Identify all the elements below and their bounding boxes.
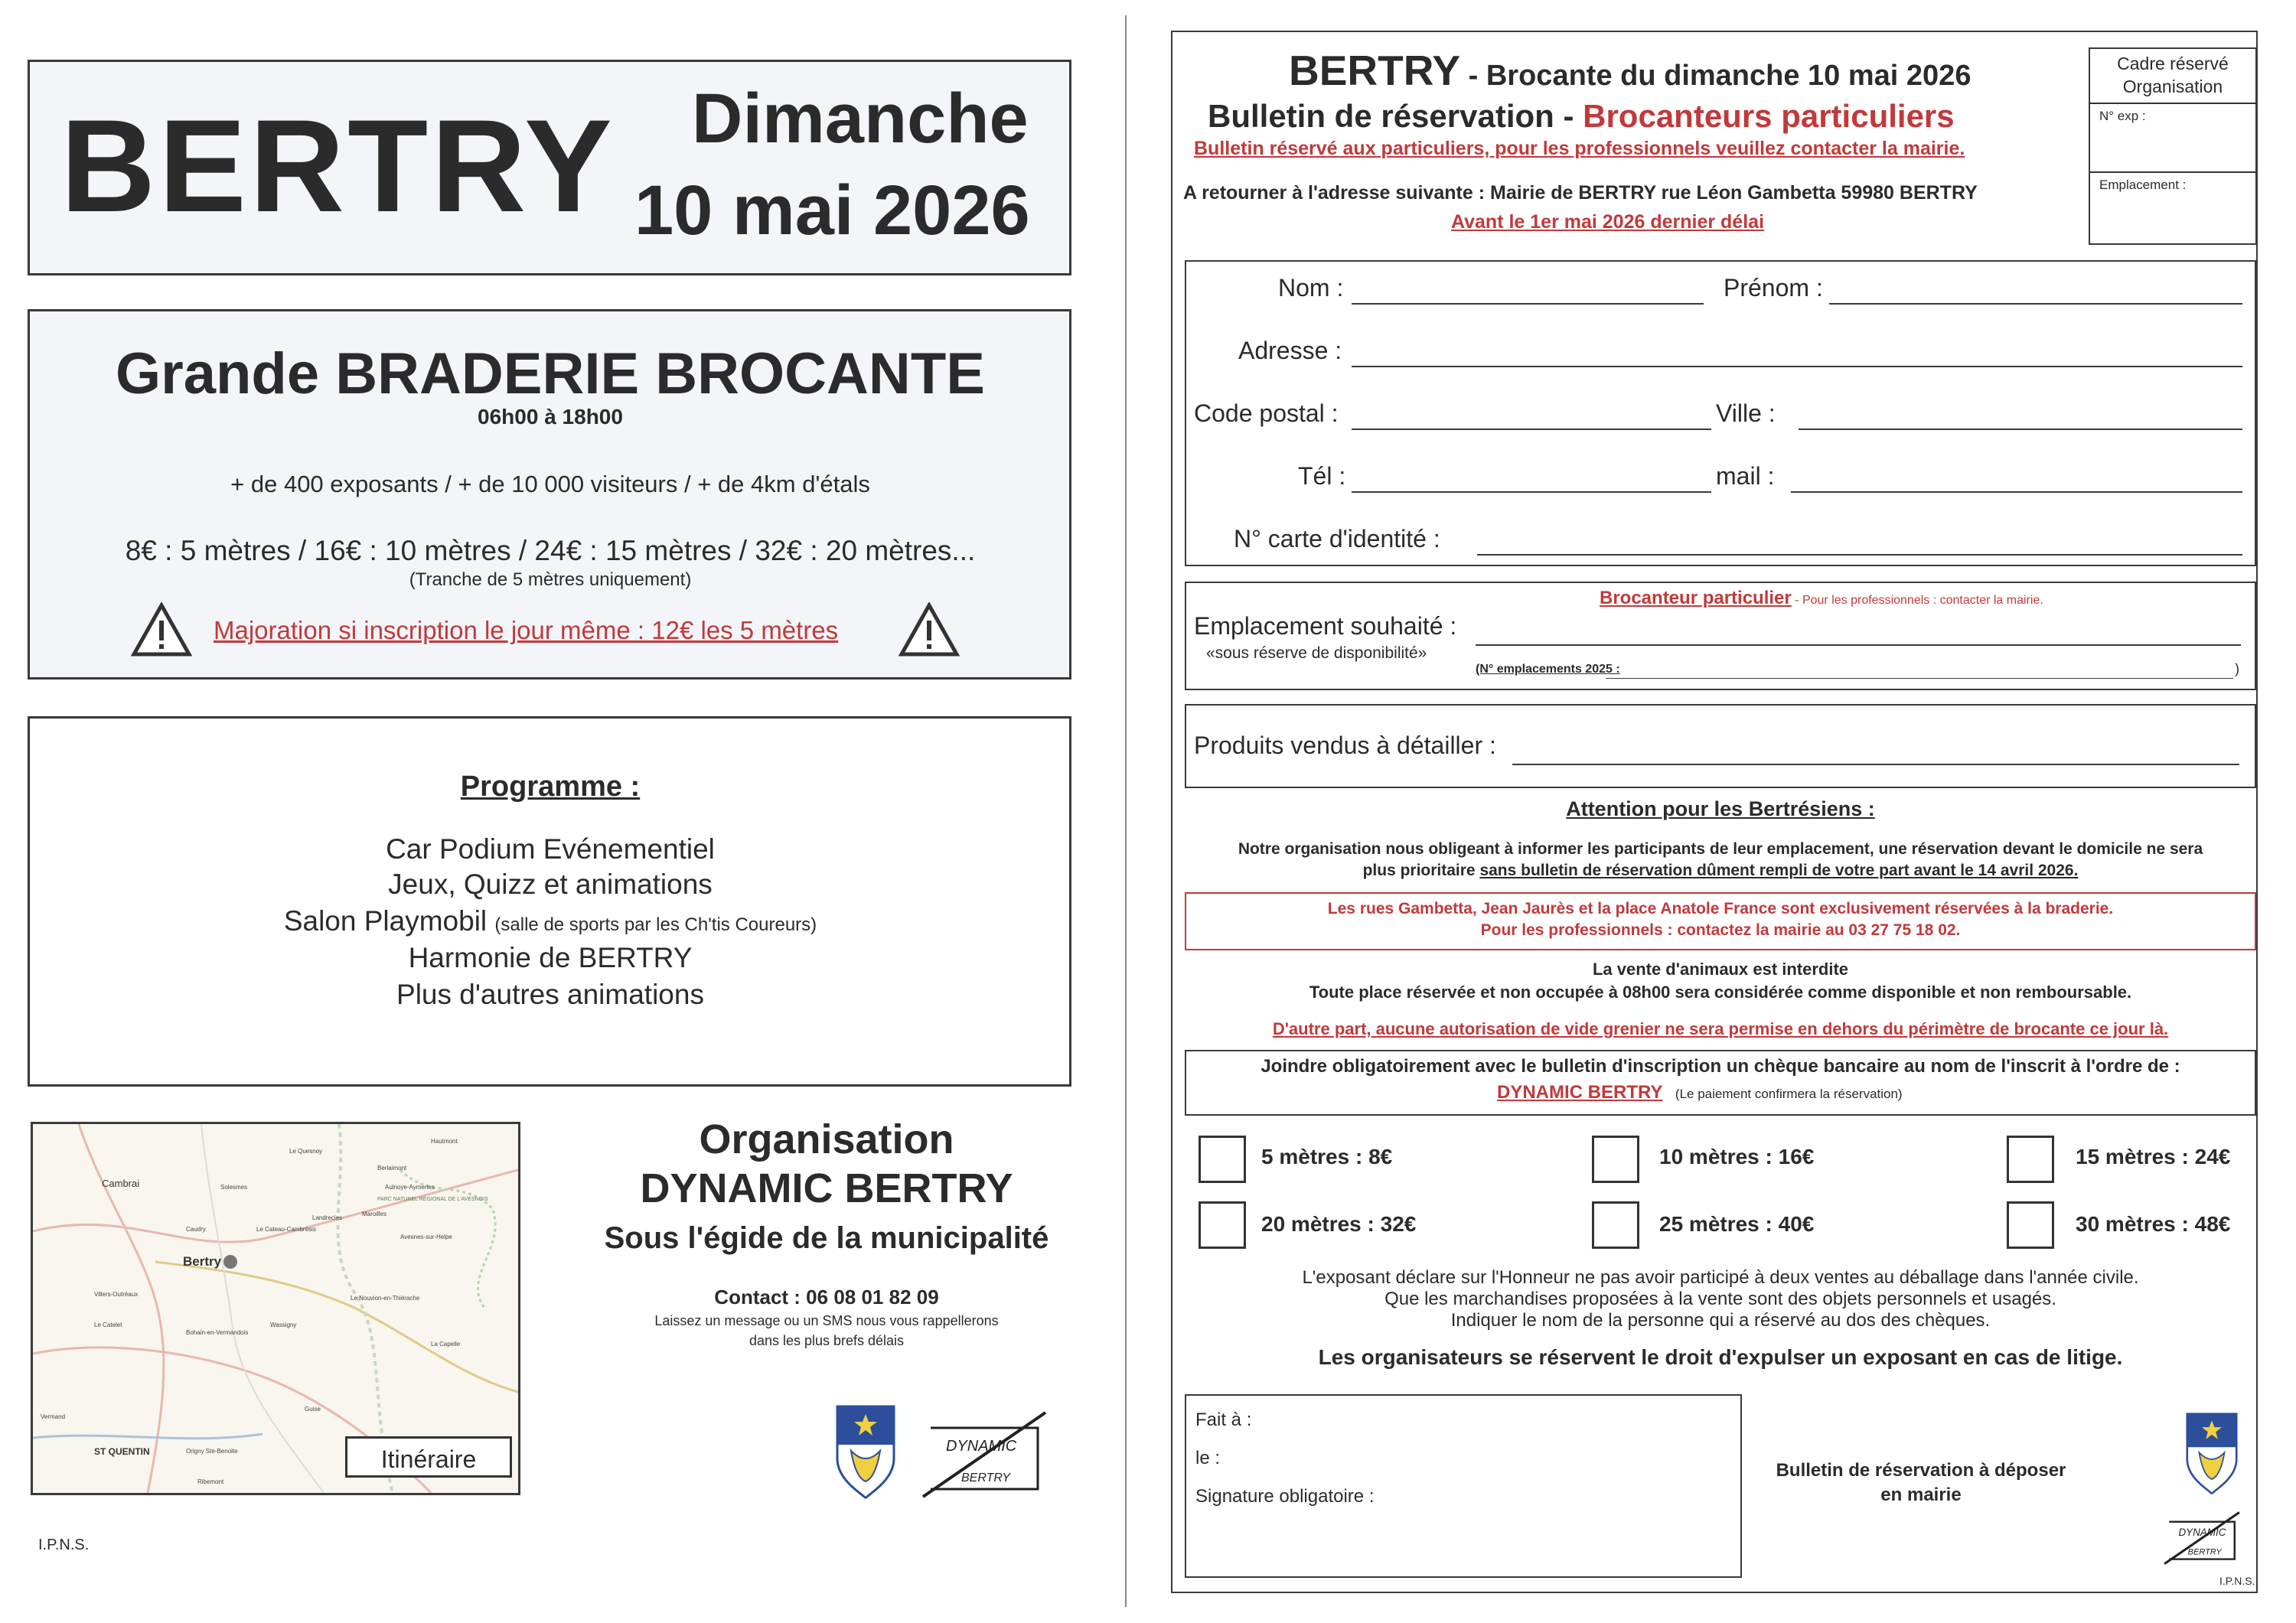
- right-town: BERTRY: [1289, 47, 1461, 94]
- emplacement-prev: (N° emplacements 2025 :: [1476, 663, 1620, 676]
- produits-label: Produits vendus à détailler :: [1194, 732, 1496, 759]
- option-30m-checkbox[interactable]: [2007, 1201, 2054, 1249]
- map-place-label: Origny Ste-Benoite: [186, 1448, 238, 1455]
- warning-icon: [131, 602, 192, 657]
- declaration-litige: Les organisateurs se réservent le droit d'expulser un exposant en cas de litige.: [1318, 1345, 2123, 1369]
- bertry-crest-icon: [836, 1405, 895, 1500]
- option-5m-label: 5 mètres : 8€: [1261, 1145, 1393, 1168]
- map-place-label: Berlaimont: [377, 1165, 407, 1172]
- map-place-label: Le Quesnoy: [289, 1148, 323, 1155]
- reserved-box-title: Cadre réservé: [2117, 54, 2229, 73]
- red-info-box: [1185, 892, 2256, 950]
- option-25m-checkbox[interactable]: [1592, 1201, 1639, 1249]
- map-place-label: Aulnoye-Aymeries: [385, 1184, 435, 1191]
- nom-input[interactable]: [1352, 303, 1704, 305]
- event-hours: 06h00 à 18h00: [478, 405, 623, 429]
- programme-item: Plus d'autres animations: [396, 979, 704, 1010]
- option-10m-checkbox[interactable]: [1592, 1136, 1639, 1183]
- programme-title: Programme :: [460, 771, 641, 803]
- right-subtitle: - Brocante du dimanche 10 mai 2026: [1460, 60, 1971, 92]
- ville-input[interactable]: [1799, 429, 2242, 430]
- personal-info-form: [1185, 260, 2256, 566]
- option-20m-label: 20 mètres : 32€: [1261, 1212, 1417, 1236]
- declaration-line: L'exposant déclare sur l'Honneur ne pas avoir participé à deux ventes au déballage dans l'année civile.: [1302, 1267, 2139, 1288]
- event-prices: 8€ : 5 mètres / 16€ : 10 mètres / 24€ : 15 mètres / 32€ : 20 mètres...: [125, 535, 976, 566]
- dynamic-logo-text: DYNAMIC: [946, 1438, 1017, 1455]
- org-title: Organisation: [699, 1116, 954, 1162]
- map-place-label: Cambrai: [102, 1178, 140, 1189]
- option-5m-checkbox[interactable]: [1199, 1136, 1246, 1183]
- emplacement-box: [1185, 582, 2256, 690]
- payment-payee: DYNAMIC BERTRY: [1497, 1082, 1663, 1103]
- left-header-box: [28, 60, 1071, 275]
- map-place-label: Maroilles: [362, 1211, 387, 1217]
- programme-salon-note: (salle de sports par les Ch'tis Coureurs): [494, 914, 817, 935]
- attention-text-2a: plus prioritaire: [1362, 862, 1480, 879]
- event-stats: + de 400 exposants / + de 10 000 visiteurs / + de 4km d'étals: [230, 471, 870, 497]
- produits-box: [1185, 704, 2256, 788]
- map-place-label: Avesnes-sur-Helpe: [400, 1234, 452, 1240]
- map-place-label: Guise: [305, 1406, 321, 1413]
- attention-title: Attention pour les Bertrésiens :: [1566, 797, 1875, 820]
- programme-box: [28, 716, 1071, 1087]
- reserved-note: Bulletin réservé aux particuliers, pour les professionnels veuillez contacter la mairie.: [1194, 138, 1965, 159]
- emplacement-prev-close: ): [2235, 661, 2239, 676]
- programme-salon-main: Salon Playmobil: [283, 905, 488, 937]
- return-address: A retourner à l'adresse suivante : Mairie de BERTRY rue Léon Gambetta 59980 BERTRY: [1183, 182, 1978, 204]
- deposit-note: Bulletin de réservation à déposer: [1776, 1460, 2066, 1481]
- reserved-box: [2089, 47, 2257, 245]
- left-ipns: I.P.N.S.: [38, 1537, 90, 1553]
- emplacement-pro-note: - Pour les professionnels : contacter la mairie.: [1791, 594, 2043, 607]
- map-place-label: La Capelle: [431, 1341, 461, 1348]
- payment-note: (Le paiement confirmera la réservation): [1675, 1087, 1903, 1101]
- red-info-line: Pour les professionnels : contactez la mairie au 03 27 75 18 02.: [1480, 921, 1961, 939]
- event-title: Grande BRADERIE BROCANTE: [116, 341, 985, 406]
- bulletin-dash: -: [1554, 98, 1583, 134]
- bulletin-title: Bulletin de réservation: [1208, 98, 1554, 134]
- org-contact-note: dans les plus brefs délais: [748, 1333, 905, 1348]
- declaration-line: Que les marchandises proposées à la vente sont des objets personnels et usagés.: [1384, 1289, 2056, 1309]
- payment-box: [1185, 1050, 2256, 1116]
- org-name: DYNAMIC BERTRY: [640, 1165, 1013, 1211]
- signature-box: [1185, 1394, 1742, 1578]
- mail-label: mail :: [1716, 462, 1775, 490]
- map-place-label: Bohain-en-Vermandois: [186, 1329, 249, 1336]
- option-15m-label: 15 mètres : 24€: [2076, 1145, 2231, 1168]
- event-prices-note: (Tranche de 5 mètres uniquement): [409, 569, 692, 590]
- red-info-line: Les rues Gambetta, Jean Jaurès et la place Anatole France sont exclusivement réservées à la braderie.: [1327, 900, 2114, 917]
- ville-label: Ville :: [1716, 399, 1776, 427]
- right-header-line1: [1289, 46, 1971, 95]
- left-town-title: BERTRY: [60, 93, 615, 240]
- right-ipns: I.P.N.S.: [2219, 1575, 2255, 1587]
- deadline: Avant le 1er mai 2026 dernier délai: [1451, 211, 1765, 233]
- carte-identite-input[interactable]: [1477, 554, 2242, 556]
- attention-text: Notre organisation nous obligeant à informer les participants de leur emplacement, une réservation devant le domicile ne sera: [1238, 840, 2203, 858]
- bertry-crest-icon: [2186, 1413, 2238, 1495]
- map-place-label: Le Nouvion-en-Thiérache: [351, 1295, 420, 1302]
- rule-unoccupied: Toute place réservée et non occupée à 08h00 sera considérée comme disponible et non remboursable.: [1309, 983, 2132, 1002]
- option-15m-checkbox[interactable]: [2007, 1136, 2054, 1183]
- option-30m-label: 30 mètres : 48€: [2076, 1212, 2231, 1236]
- emplacement-category-line: [1600, 588, 2043, 609]
- map-place-label: Le Catelet: [94, 1322, 122, 1328]
- programme-item: Harmonie de BERTRY: [408, 942, 693, 973]
- produits-input[interactable]: [1512, 764, 2239, 765]
- programme-salon: [30, 905, 1071, 937]
- emplacement-label: Emplacement souhaité :: [1194, 612, 1457, 640]
- event-box: [28, 309, 1071, 680]
- page-fold-line: [1125, 15, 1127, 1607]
- org-subtitle: Sous l'égide de la municipalité: [604, 1221, 1049, 1255]
- code-postal-label: Code postal :: [1194, 399, 1339, 427]
- map-place-label: Le Cateau-Cambrésis: [256, 1226, 316, 1233]
- itinerary-button[interactable]: Itinéraire: [345, 1436, 512, 1478]
- map-place-label: Hautmont: [431, 1138, 458, 1145]
- fait-a-label[interactable]: Fait à :: [1195, 1410, 1252, 1430]
- declaration-line: Indiquer le nom de la personne qui a réservé au dos des chèques.: [1450, 1310, 1991, 1331]
- reserved-box-title: Organisation: [2122, 77, 2223, 96]
- prenom-label: Prénom :: [1724, 274, 1823, 301]
- rule-animals: La vente d'animaux est interdite: [1592, 960, 1849, 979]
- emplacement-input[interactable]: [1476, 644, 2241, 646]
- dynamic-bertry-logo-icon: [915, 1397, 1053, 1504]
- map-place-label: Caudry: [186, 1226, 206, 1233]
- map-place-label: Villers-Outréaux: [94, 1291, 139, 1298]
- map-place-label: Solesmes: [220, 1184, 248, 1191]
- deposit-note: en mairie: [1880, 1484, 1962, 1505]
- bulletin-category: Brocanteurs particuliers: [1583, 98, 1955, 134]
- rule-vide-grenier: D'autre part, aucune autorisation de vide grenier ne sera permise en dehors du périmètre de brocante ce jour là.: [1272, 1019, 2169, 1038]
- signature-label[interactable]: Signature obligatoire :: [1195, 1486, 1375, 1507]
- emplacement-category: Brocanteur particulier: [1600, 588, 1792, 608]
- nom-label: Nom :: [1278, 274, 1344, 301]
- adresse-input[interactable]: [1352, 366, 2242, 367]
- left-day: Dimanche: [692, 80, 1029, 158]
- programme-item: Car Podium Evénementiel: [386, 833, 715, 865]
- org-contact-note: Laissez un message ou un SMS nous vous rappellerons: [654, 1313, 999, 1328]
- attention-text-2: [1185, 862, 2256, 880]
- le-label[interactable]: le :: [1195, 1448, 1221, 1468]
- map-place-label: Vermand: [41, 1413, 66, 1420]
- warning-icon: [899, 602, 960, 657]
- code-postal-input[interactable]: [1352, 429, 1711, 430]
- carte-identite-label: N° carte d'identité :: [1234, 525, 1440, 552]
- adresse-label: Adresse :: [1238, 337, 1342, 364]
- emplacement-prev-input[interactable]: [1606, 678, 2233, 679]
- map-place-label: ST QUENTIN: [94, 1446, 150, 1457]
- map-place-label: Wassigny: [270, 1322, 297, 1328]
- option-20m-checkbox[interactable]: [1199, 1201, 1246, 1249]
- org-contact: Contact : 06 08 01 82 09: [714, 1286, 939, 1309]
- attention-text-2b: sans bulletin de réservation dûment rempli de votre part avant le 14 avril 2026.: [1479, 862, 2079, 879]
- tel-input[interactable]: [1352, 491, 1711, 493]
- option-25m-label: 25 mètres : 40€: [1659, 1212, 1815, 1236]
- map-place-label: Bertry: [183, 1254, 222, 1269]
- right-header-line2: [1208, 98, 1955, 135]
- mail-input[interactable]: [1791, 491, 2242, 493]
- reserved-emplacement: Emplacement :: [2099, 178, 2187, 192]
- map-place-label: Landrecies: [312, 1214, 343, 1221]
- map-place-label: Ribemont: [197, 1478, 224, 1485]
- dynamic-bertry-logo-icon: [2160, 1501, 2244, 1570]
- emplacement-note: «sous réserve de disponibilité»: [1206, 644, 1427, 662]
- reserved-num-exp: N° exp :: [2099, 109, 2146, 123]
- programme-item: Jeux, Quizz et animations: [388, 869, 713, 900]
- dynamic-logo-text: DYNAMIC: [2178, 1527, 2226, 1538]
- tel-label: Tél :: [1298, 462, 1346, 490]
- prenom-input[interactable]: [1829, 303, 2242, 305]
- option-10m-label: 10 mètres : 16€: [1659, 1145, 1815, 1168]
- bertry-logo-text: BERTRY: [2187, 1547, 2222, 1557]
- payment-payee-line: [1497, 1082, 1903, 1103]
- bertry-logo-text: BERTRY: [961, 1471, 1011, 1484]
- event-surcharge: Majoration si inscription le jour même : 12€ les 5 mètres: [214, 616, 839, 644]
- payment-line: Joindre obligatoirement avec le bulletin d'inscription un chèque bancaire au nom de l'inscrit à l'ordre de :: [1261, 1056, 2180, 1077]
- map-box[interactable]: [31, 1122, 520, 1495]
- map-place-label: PARC NATUREL RÉGIONAL DE L'AVESNOIS: [377, 1197, 488, 1202]
- left-date: 10 mai 2026: [634, 171, 1030, 249]
